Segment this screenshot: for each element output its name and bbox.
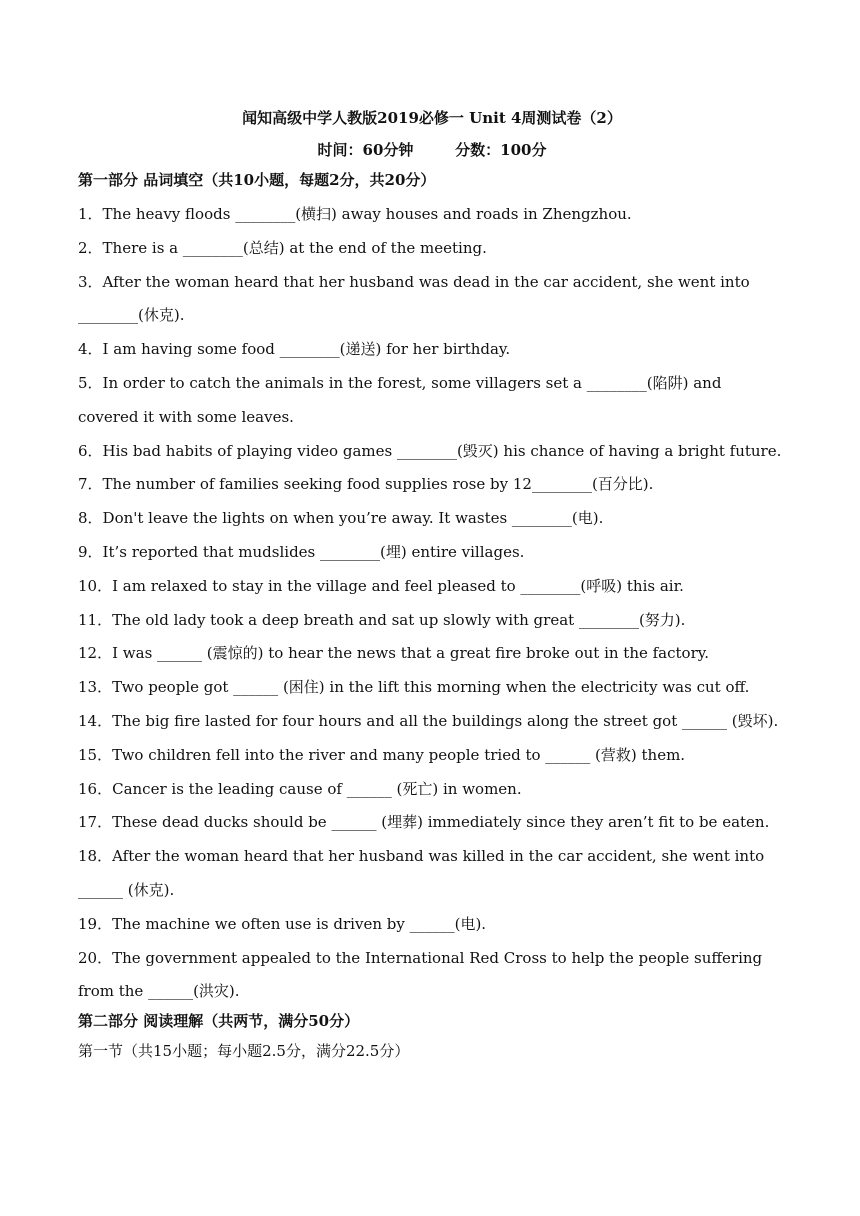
question-number: 16． (78, 779, 113, 798)
question-item (78, 773, 786, 807)
question-number: 5． (78, 373, 103, 392)
question-text: The government appealed to the International Red Cross to help the people suffering from the ______(洪灾). (78, 948, 763, 1001)
question-text: After the woman heard that her husband was dead in the car accident, she went into ________(休克). (78, 272, 750, 325)
question-item (78, 232, 786, 266)
question-text: I was ______ (震惊的) to hear the news that a great fire broke out in the factory. (112, 644, 710, 663)
question-item (78, 198, 786, 232)
question-text: It’s reported that mudslides ________(埋) entire villages. (102, 542, 525, 561)
question-number: 15． (78, 745, 113, 764)
question-item (78, 942, 786, 1010)
question-number: 9． (78, 542, 103, 561)
question-item (78, 536, 786, 570)
question-number: 2． (78, 238, 103, 257)
question-number: 11． (78, 610, 113, 629)
part2-heading: 第二部分 阅读理解（共两节，满分50分） (78, 1012, 360, 1031)
question-number: 18． (78, 847, 113, 866)
question-list (78, 198, 786, 1009)
question-text: The number of families seeking food supplies rose by 12________(百分比). (102, 475, 654, 494)
question-text: These dead ducks should be ______ (埋葬) immediately since they aren’t fit to be eaten. (112, 813, 770, 832)
question-text: I am relaxed to stay in the village and feel pleased to ________(呼吸) this air. (112, 576, 684, 595)
question-number: 13． (78, 678, 113, 697)
question-item (78, 739, 786, 773)
question-number: 6． (78, 441, 103, 460)
question-text: Don't leave the lights on when you’re away. It wastes ________(电). (102, 509, 604, 528)
question-item (78, 705, 786, 739)
question-text: In order to catch the animals in the forest, some villagers set a ________(陷阱) and covered it with some leaves. (78, 373, 722, 426)
question-item (78, 604, 786, 638)
question-number: 12． (78, 644, 113, 663)
question-text: I am having some food ________(递送) for her birthday. (102, 340, 511, 359)
question-text: The old lady took a deep breath and sat up slowly with great ________(努力). (112, 610, 686, 629)
exam-time-score: 时间：60分钟 分数：100分 (317, 141, 547, 159)
question-item (78, 570, 786, 604)
question-number: 1． (78, 205, 103, 223)
question-item (78, 266, 786, 334)
question-item (78, 806, 786, 840)
part1-heading: 第一部分 品词填空（共10小题，每题2分，共20分） (78, 171, 436, 189)
question-text: Two children fell into the river and many people tried to ______ (营救) them. (112, 745, 686, 764)
question-number: 19． (78, 914, 113, 933)
question-text: Two people got ______ (困住) in the lift this morning when the electricity was cut off. (112, 678, 750, 697)
question-text: His bad habits of playing video games ________(毁灭) his chance of having a bright future. (102, 441, 782, 460)
question-item (78, 435, 786, 469)
question-number: 7． (78, 475, 103, 494)
part2-subheading: 第一节（共15小题；每小题2.5分，满分22.5分） (78, 1042, 410, 1061)
question-item (78, 840, 786, 908)
question-number: 17． (78, 813, 113, 832)
question-item (78, 502, 786, 536)
question-text: The machine we often use is driven by ______(电). (112, 914, 487, 933)
question-number: 4． (78, 340, 103, 359)
question-item (78, 367, 786, 435)
question-text: After the woman heard that her husband was killed in the car accident, she went into ______ (休克). (78, 847, 765, 899)
question-number: 20． (78, 948, 113, 967)
question-text: The big fire lasted for four hours and all the buildings along the street got ______ (毁坏). (112, 711, 779, 730)
page-title: 闻知高级中学人教版2019必修一 Unit 4周测试卷（2） (242, 109, 622, 127)
question-item (78, 908, 786, 942)
question-number: 10． (78, 576, 113, 595)
question-number: 14． (78, 711, 113, 730)
question-item (78, 333, 786, 367)
question-text: There is a ________(总结) at the end of the meeting. (102, 238, 487, 257)
question-text: The heavy floods ________(横扫) away houses and roads in Zhengzhou. (102, 205, 632, 223)
question-number: 3． (78, 272, 103, 291)
question-number: 8． (78, 509, 103, 528)
question-item (78, 468, 786, 502)
question-text: Cancer is the leading cause of ______ (死亡) in women. (112, 779, 522, 798)
question-item (78, 637, 786, 671)
question-item (78, 671, 786, 705)
